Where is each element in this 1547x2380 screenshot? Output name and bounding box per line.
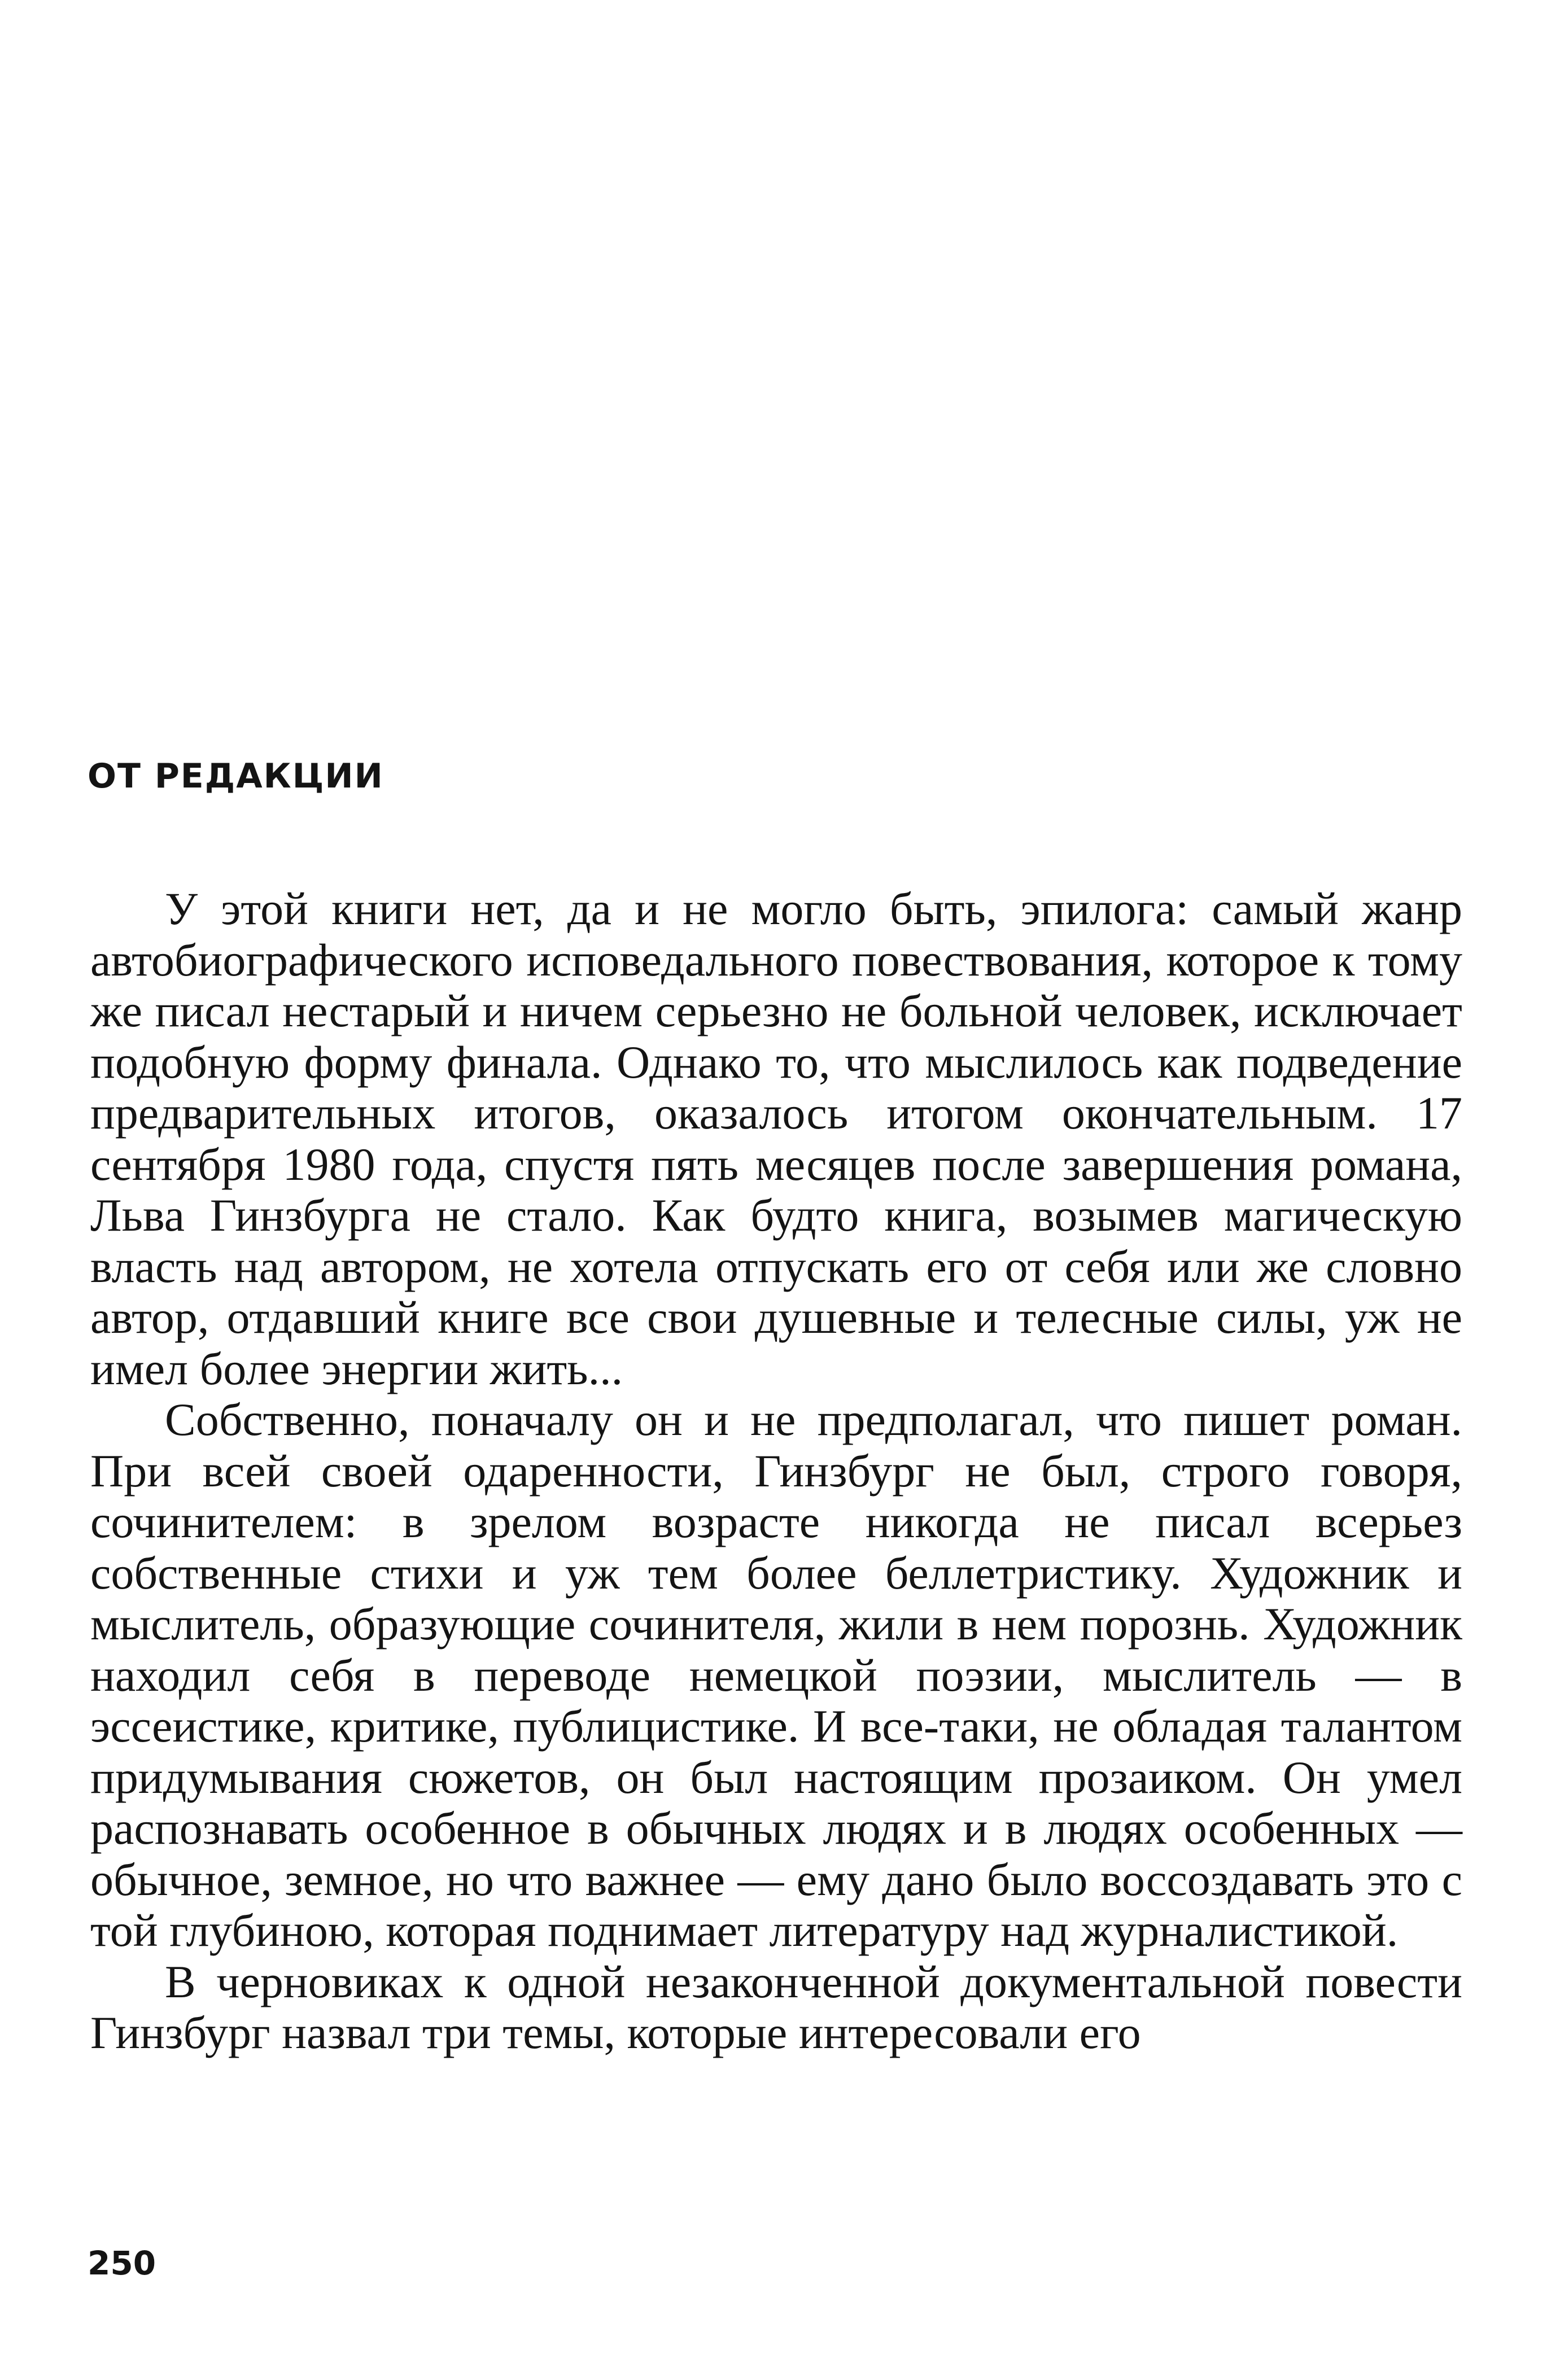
page-number: 250 xyxy=(88,2244,156,2282)
paragraph-3: В черновиках к одной незаконченной документальной повести Гинзбург назвал три темы, которые интересовали его xyxy=(90,1955,1462,2058)
paragraph-2: Собственно, поначалу он и не предполагал, что пишет роман. При всей своей одаренности, Гинзбург не был, строго говоря, сочинителем: в зрелом возрасте никогда не писал всерьез собственные стихи и уж тем более беллетристику. Художник и мыслитель, образующие сочинителя, жили в нем порознь. Художник находил себя в переводе немецкой поэзии, мыслитель — в эссеистике, критике, публицистике. И все-таки, не обладая талантом придумывания сюжетов, он был настоящим прозаиком. Он умел распознавать особенное в обычных людях и в людях особенных — обычное, земное, но что важнее — ему дано было воссоздавать это с той глубиною, которая поднимает литературу над журналистикой. xyxy=(90,1394,1462,1956)
paragraph-1: У этой книги нет, да и не могло быть, эпилога: самый жанр автобиографического исповедального повествования, которое к тому же писал нестарый и ничем серьезно не больной человек, исключает подобную форму финала. Однако то, что мыслилось как подведение предварительных итогов, оказалось итогом окончательным. 17 сентября 1980 года, спустя пять месяцев после завершения романа, Льва Гинзбурга не стало. Как будто книга, возымев магическую власть над автором, не хотела отпускать его от себя или же словно автор, отдавший книге все свои душевные и телесные силы, уж не имел более энергии жить... xyxy=(90,883,1462,1394)
body-text xyxy=(90,883,1462,2059)
section-heading: ОТ РЕДАКЦИИ xyxy=(88,756,384,796)
